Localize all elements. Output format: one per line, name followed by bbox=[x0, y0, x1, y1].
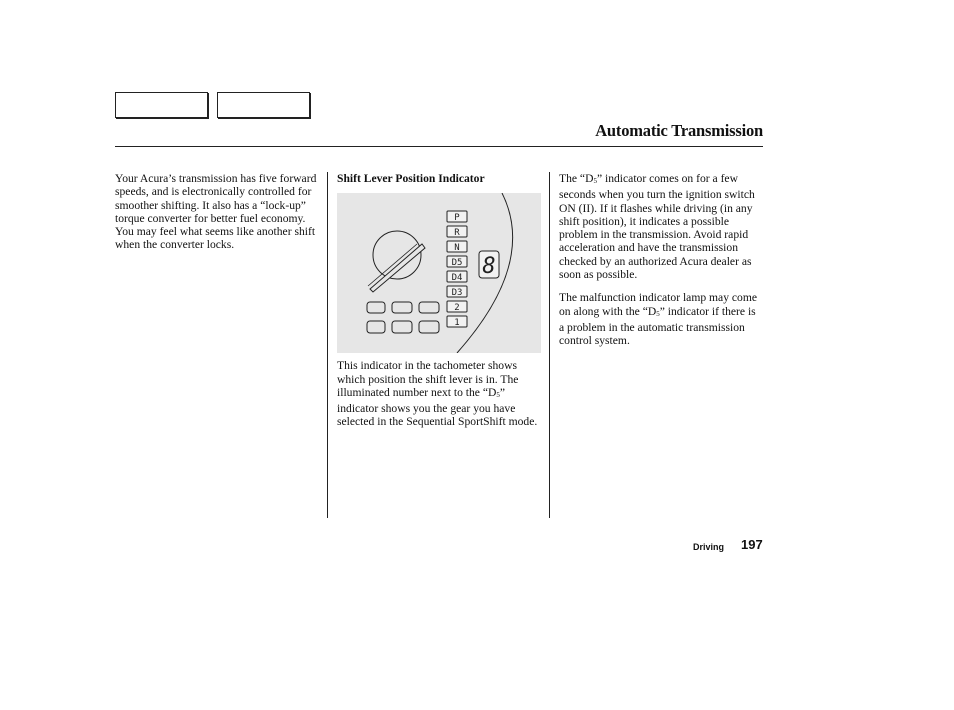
intro-paragraph: Your Acura’s transmission has five forward speeds, and is electronically controlled for smoother shifting. It also has a “lock-up” torque converter for better fuel economy. You may feel what seems like another shift when the converter locks. bbox=[115, 172, 317, 252]
nav-tab-2[interactable] bbox=[217, 92, 310, 118]
column-right bbox=[559, 172, 763, 358]
indicator-2: 2 bbox=[454, 303, 460, 314]
tachometer-drawing bbox=[337, 193, 541, 353]
indicator-1: 1 bbox=[454, 318, 460, 329]
indicator-n: N bbox=[454, 243, 460, 254]
page-number: 197 bbox=[741, 537, 763, 552]
indicator-d3: D3 bbox=[451, 288, 463, 299]
malfunction-paragraph: The malfunction indicator lamp may come on along with the “$D_5$” indicator if there is a problem in the automatic transmission control system. bbox=[559, 291, 757, 348]
column-middle bbox=[337, 172, 543, 439]
indicator-p: P bbox=[454, 213, 460, 224]
d5-paragraph: The “$D_5$” indicator comes on for a few seconds when you turn the ignition switch ON (II). If it flashes while driving (in any shift position), it indicates a possible problem in the transmission. Avoid rapid acceleration and have the transmission checked by an authorized Acura dealer as soon as possible. bbox=[559, 172, 755, 282]
shift-indicator-illustration bbox=[337, 193, 541, 353]
footer-section: Driving bbox=[693, 542, 725, 552]
indicator-d4: D4 bbox=[451, 273, 463, 284]
indicator-d5: D5 bbox=[451, 258, 463, 269]
section-heading: Shift Lever Position Indicator bbox=[337, 172, 485, 185]
indicator-description: This indicator in the tachometer shows which position the shift lever is in. The illuminated number next to the “$D_5$” indicator shows you the gear you have selected in the Sequential SportShift mode. bbox=[337, 359, 538, 429]
indicator-r: R bbox=[454, 228, 460, 239]
nav-tab-1[interactable] bbox=[115, 92, 208, 118]
title-rule bbox=[115, 146, 763, 147]
column-divider bbox=[549, 172, 550, 518]
column-left bbox=[115, 172, 323, 262]
column-divider bbox=[327, 172, 328, 518]
gear-digit-display: 8 bbox=[482, 254, 496, 280]
page-title: Automatic Transmission bbox=[595, 121, 763, 140]
